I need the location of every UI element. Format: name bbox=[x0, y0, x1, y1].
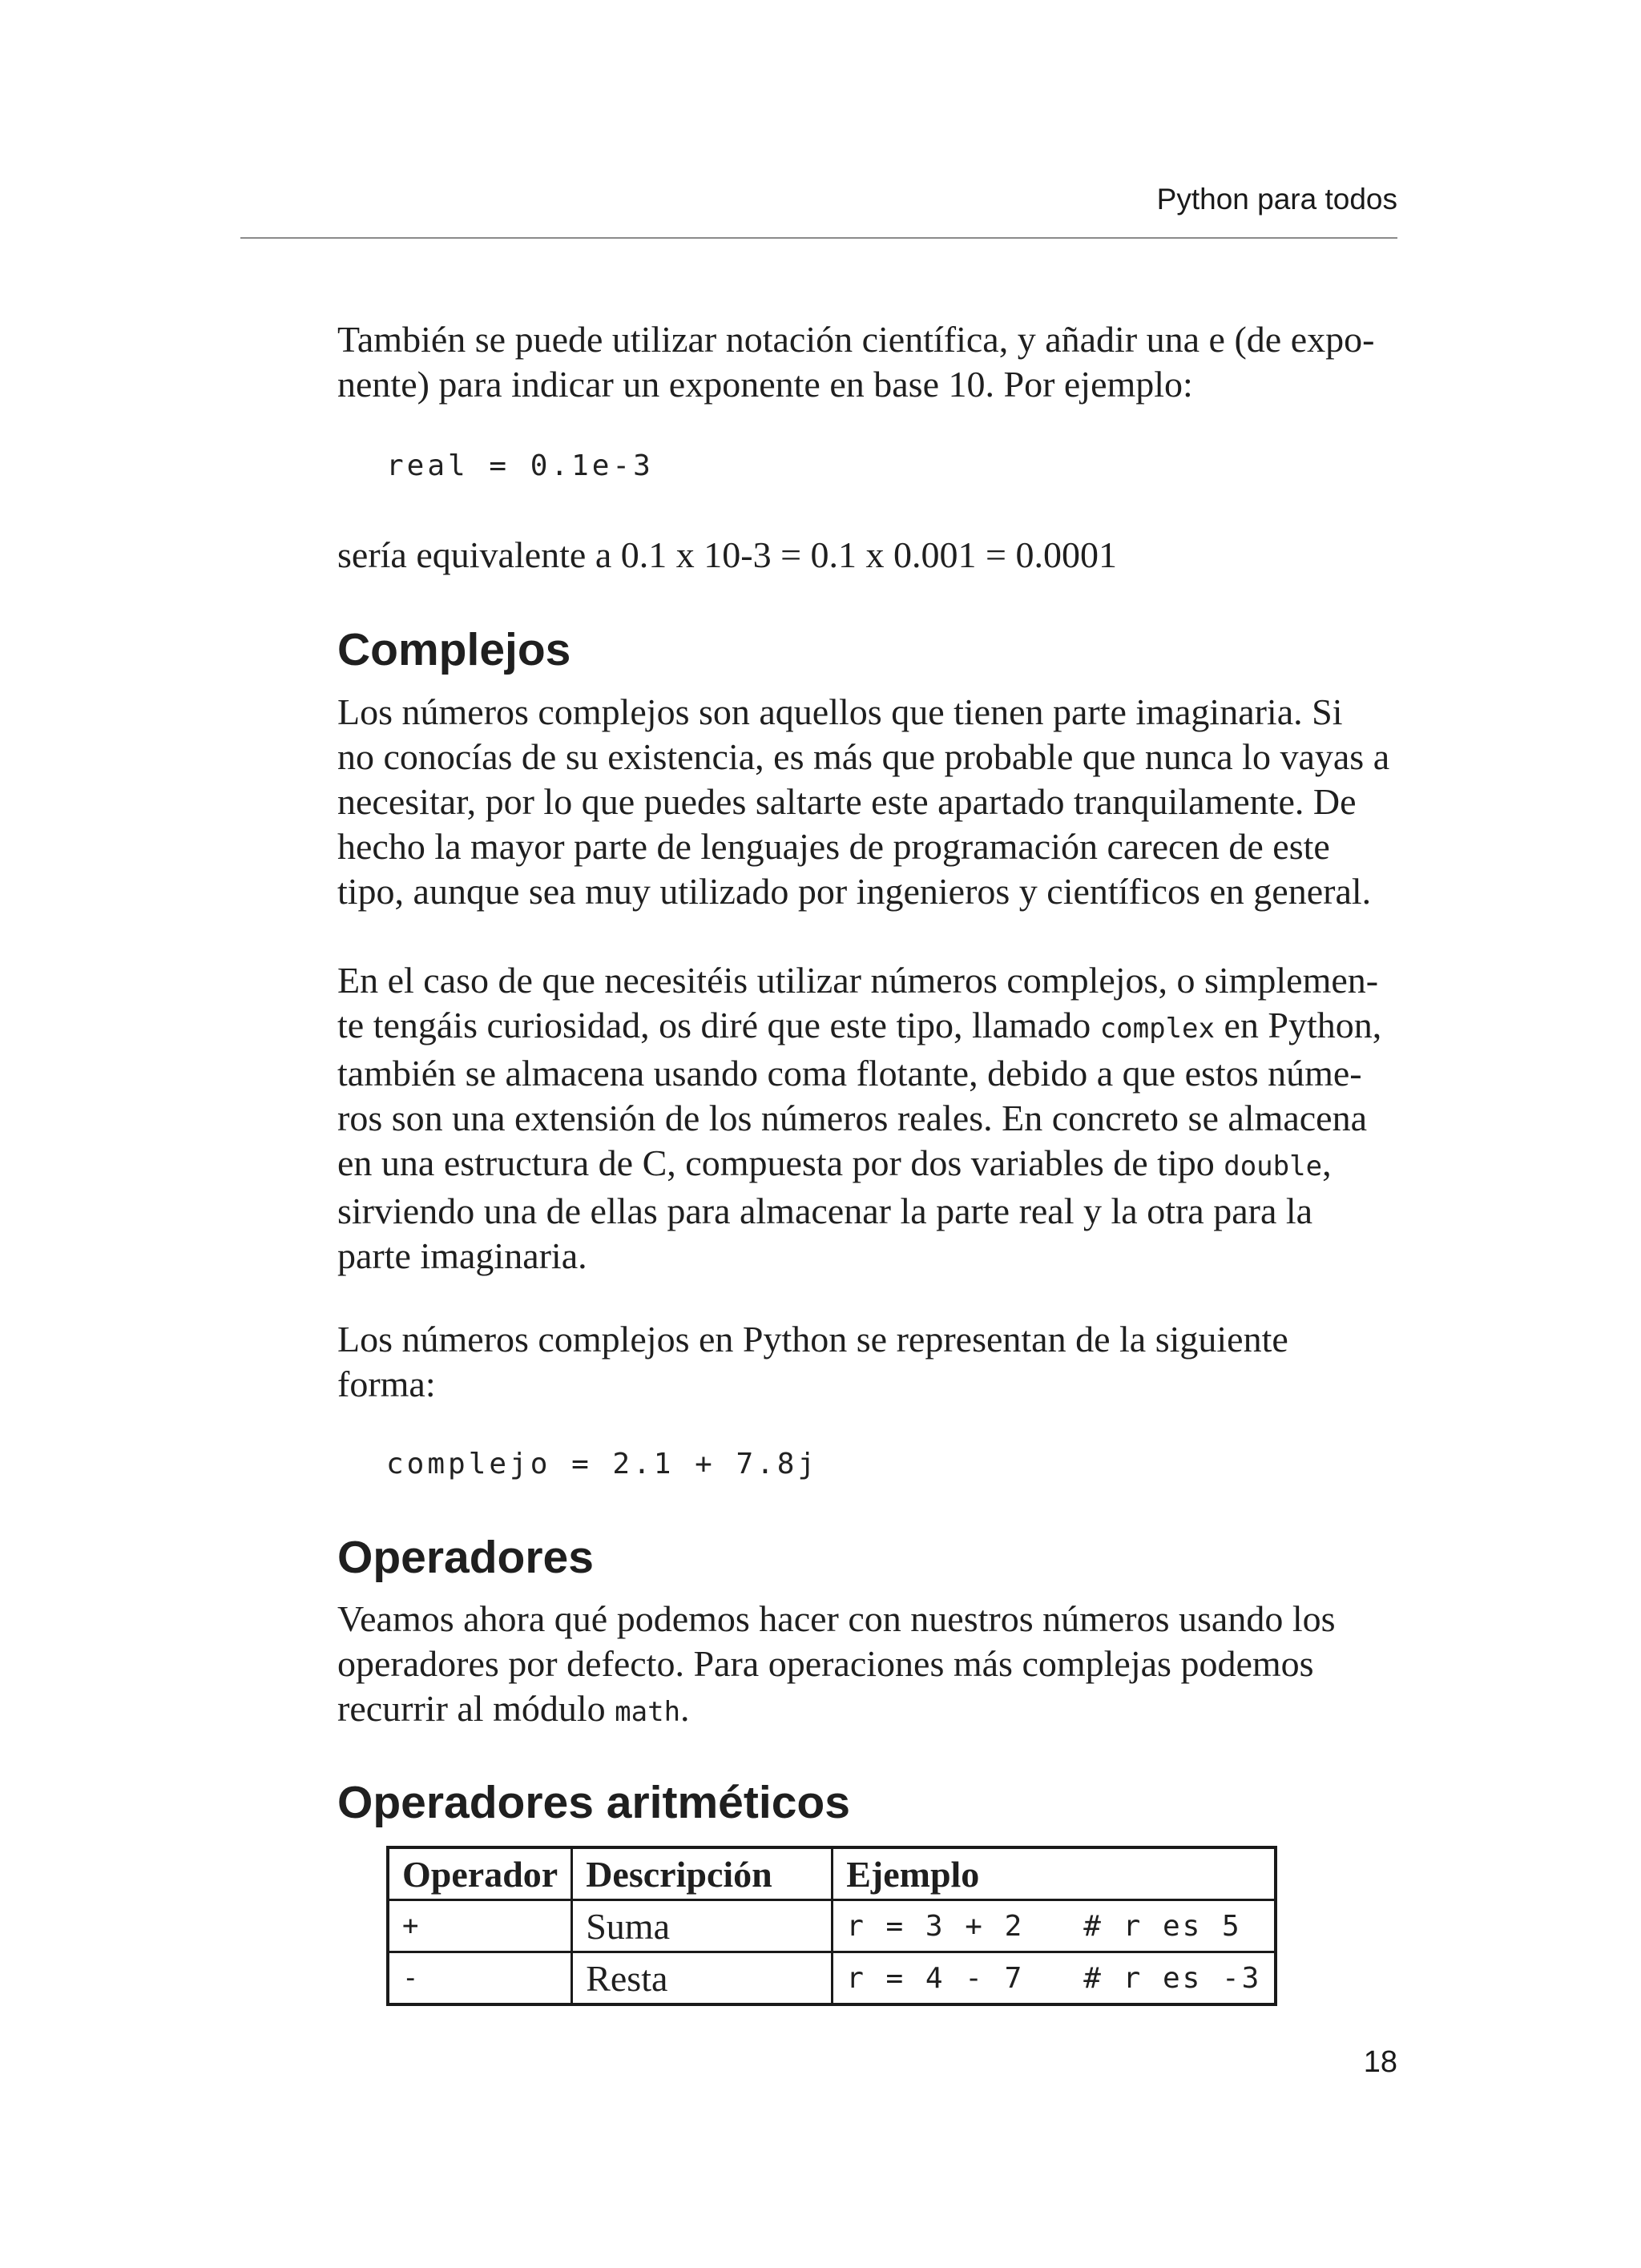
operadores-line: recurrir al módulo bbox=[337, 1688, 615, 1729]
cell-operator: - bbox=[388, 1952, 572, 2005]
column-header-ejemplo: Ejemplo bbox=[833, 1847, 1276, 1900]
complejos-p2-line: ros son una extensión de los números reales. En concreto se almacena bbox=[337, 1098, 1368, 1138]
operadores-line: . bbox=[680, 1688, 690, 1729]
complejos-p2-line: En el caso de que necesitéis utilizar números complejos, o simplemen- bbox=[337, 960, 1379, 1001]
table-header-row bbox=[388, 1847, 1276, 1900]
intro-line-2: nente) para indicar un exponente en base 10. Por ejemplo: bbox=[337, 364, 1193, 405]
cell-operator: + bbox=[388, 1900, 572, 1952]
inline-code-double: double bbox=[1224, 1150, 1323, 1182]
complejos-p2-line: también se almacena usando coma flotante, debido a que estos núme- bbox=[337, 1053, 1362, 1094]
cell-description: Suma bbox=[572, 1900, 833, 1952]
operators-table bbox=[386, 1846, 1277, 2006]
operadores-paragraph bbox=[337, 1597, 1403, 1734]
equivalence-text: sería equivalente a 0.1 x 10-3 = 0.1 x 0.001 = 0.0001 bbox=[337, 534, 1117, 575]
complejos-p2-line: en una estructura de C, compuesta por dos variables de tipo bbox=[337, 1142, 1224, 1183]
complejos-paragraph-3 bbox=[337, 1317, 1403, 1407]
complejos-p2-line: parte imaginaria. bbox=[337, 1235, 587, 1276]
table-row bbox=[388, 1952, 1276, 2005]
heading-complejos: Complejos bbox=[337, 624, 571, 675]
complejos-p2-line: sirviendo una de ellas para almacenar la parte real y la otra para la bbox=[337, 1190, 1313, 1231]
cell-example: r = 3 + 2 # r es 5 bbox=[833, 1900, 1276, 1952]
complejos-p1-line: hecho la mayor parte de lenguajes de programación carecen de este bbox=[337, 826, 1330, 867]
operadores-line: operadores por defecto. Para operaciones más complejas podemos bbox=[337, 1643, 1314, 1684]
complejos-p2-line: en Python, bbox=[1215, 1005, 1382, 1045]
inline-code-complex: complex bbox=[1099, 1013, 1215, 1045]
complejos-p1-line: Los números complejos son aquellos que tienen parte imaginaria. Si bbox=[337, 691, 1343, 732]
code-example-complejo: complejo = 2.1 + 7.8j bbox=[386, 1448, 819, 1480]
complejos-p1-line: tipo, aunque sea muy utilizado por ingenieros y científicos en general. bbox=[337, 871, 1372, 912]
inline-code-math: math bbox=[615, 1696, 681, 1728]
cell-description: Resta bbox=[572, 1952, 833, 2005]
header-rule bbox=[240, 237, 1397, 239]
table-row bbox=[388, 1900, 1276, 1952]
complejos-paragraph-1 bbox=[337, 690, 1403, 914]
intro-line-1: También se puede utilizar notación científica, y añadir una e (de expo- bbox=[337, 319, 1375, 360]
column-header-operador: Operador bbox=[388, 1847, 572, 1900]
complejos-p2-line: te tengáis curiosidad, os diré que este tipo, llamado bbox=[337, 1005, 1100, 1045]
complejos-p3-line: forma: bbox=[337, 1364, 436, 1404]
complejos-p1-line: no conocías de su existencia, es más que probable que nunca lo vayas a bbox=[337, 736, 1390, 777]
complejos-p2-line: , bbox=[1322, 1142, 1332, 1183]
complejos-p3-line: Los números complejos en Python se representan de la siguiente bbox=[337, 1319, 1288, 1360]
column-header-descripcion: Descripción bbox=[572, 1847, 833, 1900]
operadores-line: Veamos ahora qué podemos hacer con nuestros números usando los bbox=[337, 1598, 1336, 1639]
code-example-real: real = 0.1e-3 bbox=[386, 449, 654, 482]
cell-example: r = 4 - 7 # r es -3 bbox=[833, 1952, 1276, 2005]
intro-paragraph bbox=[337, 317, 1403, 407]
complejos-p1-line: necesitar, por lo que puedes saltarte este apartado tranquilamente. De bbox=[337, 781, 1357, 822]
heading-operadores-aritmeticos: Operadores aritméticos bbox=[337, 1777, 850, 1828]
complejos-paragraph-2 bbox=[337, 958, 1403, 1279]
page-number: 18 bbox=[1363, 2045, 1397, 2079]
running-header: Python para todos bbox=[1156, 183, 1397, 216]
heading-operadores: Operadores bbox=[337, 1532, 594, 1583]
